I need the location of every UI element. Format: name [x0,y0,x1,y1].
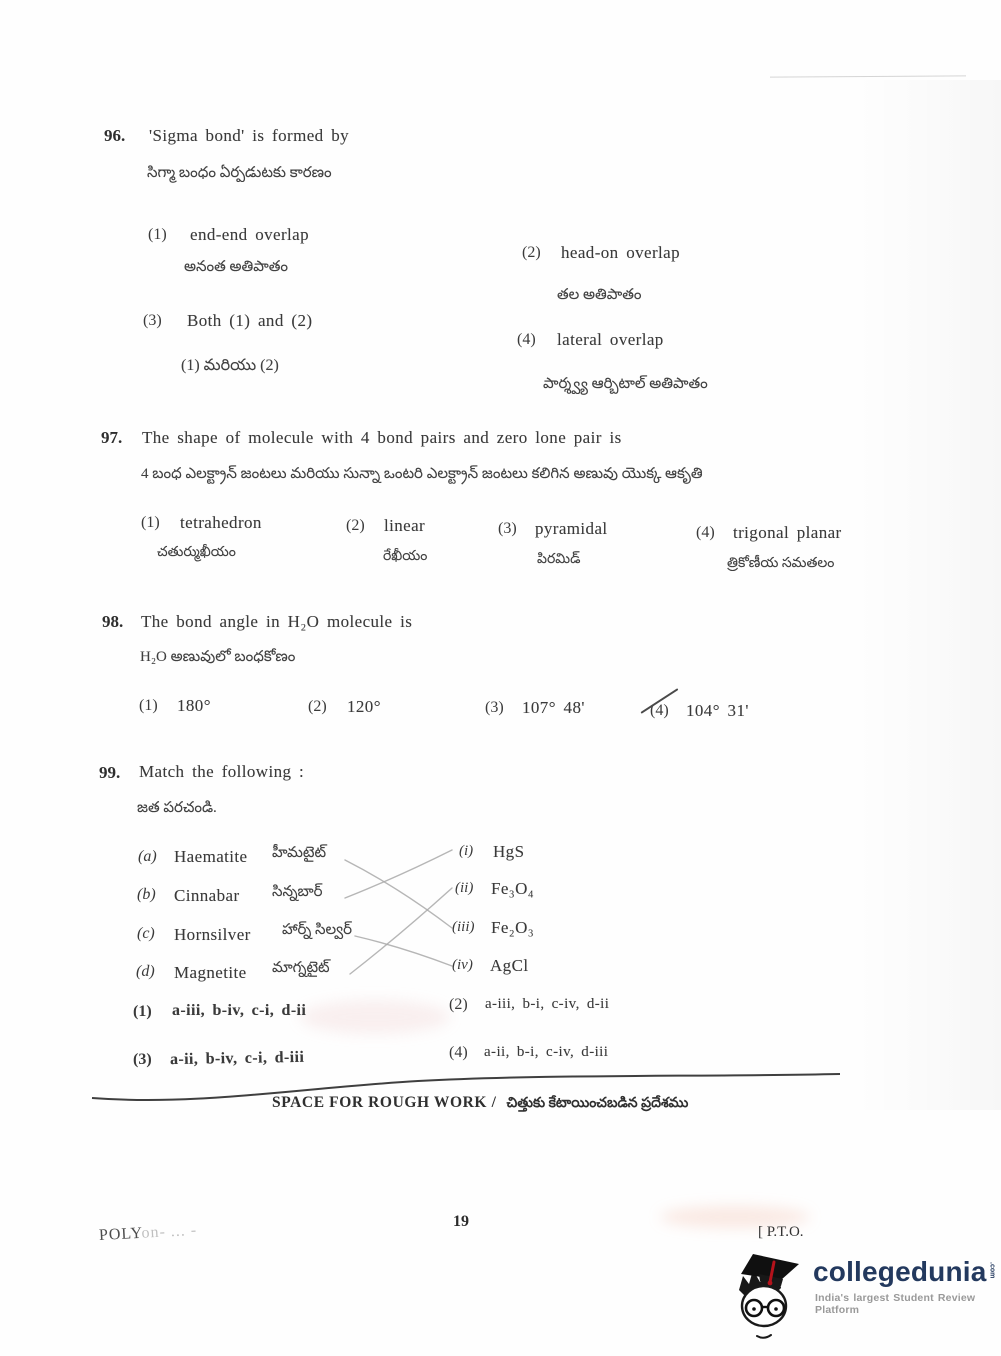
option-text-en: a-iii, b-iv, c-i, d-ii [172,1002,307,1019]
option-number: (1) [141,514,160,531]
option-number: (1) [139,697,158,714]
question-title-te: జత పరచండి. [137,800,217,816]
rough-work-label-en: SPACE FOR ROUGH WORK / [272,1094,497,1111]
question-title-te: 4 బంధ ఎలక్ట్రాన్ జంటలు మరియు సున్నా ఒంటరి ఎలక్ట్రాన్ జంటలు కలిగిన అణువు యొక్క ఆకృతి [141,466,703,482]
option-text-en: a-iii, b-i, c-iv, d-ii [485,996,610,1012]
match-roman: (ii) [455,880,474,896]
question-title-te: సిగ్మా బంధం ఏర్పడుటకు కారణం [147,165,332,181]
option-text-en: a-ii, b-iv, c-i, d-iii [169,1048,305,1069]
option-text-en: 180° [177,696,211,715]
option-text-te: అనంత అతిపాతం [184,259,289,275]
match-roman: (i) [459,843,474,859]
match-item-label: (c) [137,925,155,942]
option-number: (3) [143,312,162,329]
option-number: (4) [650,702,669,719]
rough-work-label [272,1094,688,1114]
option-number: (1) [133,1003,152,1020]
match-roman: (iv) [452,957,473,973]
option-number: (4) [517,331,536,348]
option-text-te: త్రికోణీయ సమతలం [727,556,835,571]
option-text-te: (1) మరియు (2) [181,357,279,374]
rough-work-label-te: చిత్తుకు కేటాయించబడిన ప్రదేశము [506,1096,689,1111]
option-text-en: 104° 31' [686,701,749,720]
collegedunia-mascot-icon [733,1252,807,1344]
option-text-en: lateral overlap [557,330,664,349]
match-item-name: Hornsilver [174,925,251,944]
question-title-te: H₂O అణువులో బంధకోణం [140,649,296,665]
option-number: (2) [449,996,468,1013]
option-number: (3) [485,699,504,716]
option-text-te: పిరమిడ్ [537,552,581,567]
question-title-en: Match the following : [139,762,305,781]
option-text-en: trigonal planar [733,523,842,542]
option-text-te: రేఖీయం [383,549,428,564]
match-item-name-te: హీమటైట్ [272,845,327,861]
match-item-name-te: హార్న్ సిల్వర్ [282,922,352,938]
match-formula: Fe₃O₄ [491,879,535,898]
match-item-name-te: సిన్నబార్ [272,884,323,900]
booklet-code: POLYon- ... - [98,1221,198,1244]
match-formula: HgS [493,842,525,861]
match-item-name: Cinnabar [174,886,240,905]
option-text-en: Both (1) and (2) [187,311,313,330]
option-text-en: pyramidal [535,519,608,538]
option-text-en: linear [384,516,426,535]
brand-tagline: India's largest Student Review Platform [815,1292,976,1316]
question-number: 97. [101,428,123,447]
match-item-name: Haematite [174,847,248,866]
option-text-te: పార్శ్వ్య ఆర్బిటాల్ అతిపాతం [543,376,708,392]
match-item-label: (b) [137,886,156,903]
option-number: (3) [498,520,517,537]
question-number: 96. [104,126,126,145]
question-title-en: The bond angle in H₂O molecule is [141,612,413,631]
question-title-en: The shape of molecule with 4 bond pairs and zero lone pair is [142,428,622,447]
pink-smudge [300,1000,450,1034]
match-roman: (iii) [452,919,475,935]
match-item-name: Magnetite [174,963,247,982]
option-text-en: tetrahedron [180,513,262,532]
option-number: (2) [346,517,365,534]
option-number: (4) [696,524,715,541]
scan-line [770,75,966,77]
option-text-en: a-ii, b-i, c-iv, d-iii [484,1044,609,1060]
option-number: (1) [148,226,167,243]
collegedunia-logo [733,1250,995,1350]
option-text-en: 107° 48' [522,698,585,717]
match-item-name-te: మాగ్నటైట్ [272,960,330,976]
option-number: (3) [133,1051,152,1068]
option-text-te: తల అతిపాతం [557,287,642,303]
option-text-en: head-on overlap [561,243,680,262]
match-item-label: (a) [138,848,157,865]
question-title-en: 'Sigma bond' is formed by [149,126,350,145]
page-number: 19 [453,1213,469,1230]
option-number: (2) [308,698,327,715]
match-formula: Fe₂O₃ [491,918,535,937]
question-number: 99. [99,763,121,782]
match-item-label: (d) [136,963,155,980]
match-formula: AgCl [490,956,529,975]
option-text-te: చతుర్ముఖీయం [157,545,236,560]
question-number: 98. [102,612,124,631]
brand-wordmark: collegedunia [813,1256,987,1287]
match-lines [280,835,480,995]
brand-tld: .com [988,1262,996,1279]
pto-label: [ P.T.O. [758,1224,804,1240]
option-text-en: 120° [347,697,381,716]
option-number: (2) [522,244,541,261]
option-text-en: end-end overlap [190,225,309,244]
option-number: (4) [449,1044,468,1061]
scan-edge-shade [852,80,1001,1110]
